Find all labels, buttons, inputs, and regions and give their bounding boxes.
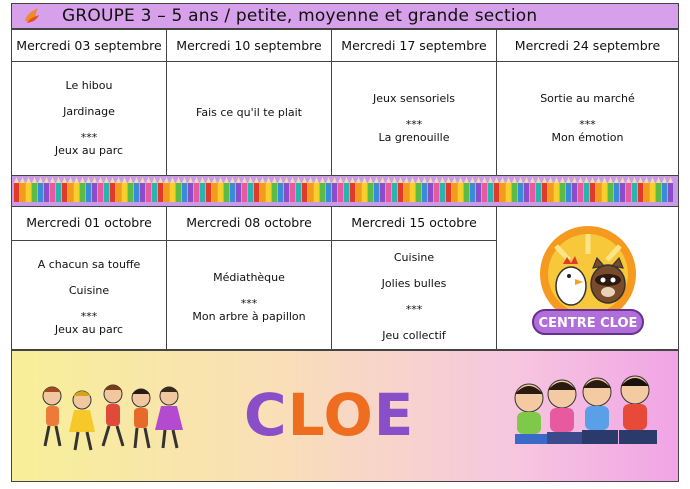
pencil-tip-shape — [446, 177, 451, 183]
activity-line: Jeux au parc — [54, 144, 124, 157]
pencil-tip-shape — [482, 177, 487, 183]
pencil-tip-shape — [260, 177, 265, 183]
pencil-tip-shape — [566, 177, 571, 183]
pencil-shape — [410, 183, 415, 202]
pencil-tip-shape — [608, 177, 613, 183]
wordmark-letter: C — [244, 381, 288, 449]
pencil-shape — [602, 183, 607, 202]
pencil-tip-shape — [284, 177, 289, 183]
pencil-tip-shape — [140, 177, 145, 183]
pencil-tip-shape — [188, 177, 193, 183]
pencil-tip-shape — [272, 177, 277, 183]
pencil-shape — [536, 183, 541, 202]
pencil-tip-shape — [164, 177, 169, 183]
pencil-tip-shape — [110, 177, 115, 183]
pencil-shape — [554, 183, 559, 202]
activity-cell — [167, 62, 332, 175]
pencil-shape — [218, 183, 223, 202]
centre-cloe-logo — [523, 216, 653, 340]
activity-line: Mon émotion — [551, 131, 624, 144]
pencil-shape — [662, 183, 667, 202]
pencil-border-band — [11, 176, 679, 206]
pencil-shape — [380, 183, 385, 202]
pencil-tip-shape — [224, 177, 229, 183]
pencil-tip-shape — [290, 177, 295, 183]
pencil-shape — [464, 183, 469, 202]
pencil-shape — [104, 183, 109, 202]
sitting-kids-illustration — [507, 368, 667, 468]
pencil-shape — [440, 183, 445, 202]
pencil-tip-shape — [44, 177, 49, 183]
activity-separator: *** — [405, 118, 423, 131]
pencil-shape — [26, 183, 31, 202]
pencil-shape — [140, 183, 145, 202]
pencil-tip-shape — [392, 177, 397, 183]
pencil-tip-shape — [326, 177, 331, 183]
pencil-shape — [482, 183, 487, 202]
pencil-shape — [668, 183, 673, 202]
pencil-tip-shape — [596, 177, 601, 183]
pencil-shape — [392, 183, 397, 202]
pencil-shape — [584, 183, 589, 202]
pencil-tip-shape — [560, 177, 565, 183]
pencil-shape — [518, 183, 523, 202]
pencil-shape — [254, 183, 259, 202]
pencil-shape — [506, 183, 511, 202]
pencil-tip-shape — [200, 177, 205, 183]
pencil-tip-shape — [242, 177, 247, 183]
pencil-shape — [644, 183, 649, 202]
pencil-shape — [302, 183, 307, 202]
pencil-tip-shape — [650, 177, 655, 183]
pencil-tip-shape — [380, 177, 385, 183]
pencil-tip-shape — [542, 177, 547, 183]
activity-separator: *** — [579, 118, 596, 131]
pencil-shape — [164, 183, 169, 202]
pencil-tip-shape — [134, 177, 139, 183]
pencil-shape — [494, 183, 499, 202]
pencil-tip-shape — [302, 177, 307, 183]
pencil-tip-shape — [398, 177, 403, 183]
pencil-shape — [98, 183, 103, 202]
activity-line: Fais ce qu'il te plait — [196, 106, 302, 119]
pencil-tip-shape — [338, 177, 343, 183]
pencil-shape — [176, 183, 181, 202]
pencils-illustration — [12, 176, 678, 206]
pencil-tip-shape — [296, 177, 301, 183]
pencil-shape — [224, 183, 229, 202]
dancing-kids-illustration — [37, 384, 187, 454]
pencil-shape — [314, 183, 319, 202]
pencil-shape — [308, 183, 313, 202]
pencil-tip-shape — [356, 177, 361, 183]
activity-cell — [497, 62, 678, 175]
pencil-shape — [374, 183, 379, 202]
pencil-tip-shape — [152, 177, 157, 183]
pencil-shape — [110, 183, 115, 202]
activity-line: La grenouille — [378, 131, 450, 144]
pencil-shape — [260, 183, 265, 202]
pencil-tip-shape — [578, 177, 583, 183]
activity-cell — [12, 62, 167, 175]
pencil-shape — [428, 183, 433, 202]
pencil-tip-shape — [428, 177, 433, 183]
pencil-tip-shape — [494, 177, 499, 183]
wordmark-letter: O — [323, 381, 374, 449]
pencil-tip-shape — [266, 177, 271, 183]
pencil-shape — [74, 183, 79, 202]
page-title: GROUPE 3 – 5 ans / petite, moyenne et grande section — [62, 6, 538, 26]
pencil-shape — [488, 183, 493, 202]
pencil-tip-shape — [374, 177, 379, 183]
pencil-tip-shape — [386, 177, 391, 183]
activity-separator: *** — [80, 131, 98, 144]
pencil-shape — [68, 183, 73, 202]
pencil-tip-shape — [464, 177, 469, 183]
pencil-tip-shape — [536, 177, 541, 183]
pencil-shape — [542, 183, 547, 202]
activity-line: Médiathèque — [213, 271, 285, 284]
pencil-tip-shape — [158, 177, 163, 183]
pencil-tip-shape — [614, 177, 619, 183]
pencil-shape — [362, 183, 367, 202]
pencil-tip-shape — [452, 177, 457, 183]
pencil-shape — [92, 183, 97, 202]
pencil-tip-shape — [56, 177, 61, 183]
pencil-shape — [272, 183, 277, 202]
pencil-tip-shape — [50, 177, 55, 183]
pencil-tip-shape — [68, 177, 73, 183]
pencil-tip-shape — [32, 177, 37, 183]
pencil-shape — [476, 183, 481, 202]
pencil-shape — [530, 183, 535, 202]
pencil-tip-shape — [626, 177, 631, 183]
activity-line: Cuisine — [68, 284, 110, 297]
pencil-tip-shape — [410, 177, 415, 183]
pencil-shape — [188, 183, 193, 202]
pencil-shape — [566, 183, 571, 202]
pencil-shape — [236, 183, 241, 202]
pencil-tip-shape — [572, 177, 577, 183]
pencil-shape — [344, 183, 349, 202]
pencil-tip-shape — [116, 177, 121, 183]
pencil-tip-shape — [350, 177, 355, 183]
pencil-shape — [44, 183, 49, 202]
activity-line: Jeux sensoriels — [372, 92, 456, 105]
pencil-shape — [14, 183, 19, 202]
pencil-shape — [446, 183, 451, 202]
pencil-tip-shape — [254, 177, 259, 183]
pencil-shape — [470, 183, 475, 202]
pencil-shape — [284, 183, 289, 202]
pencil-tip-shape — [548, 177, 553, 183]
pencil-shape — [242, 183, 247, 202]
pencil-shape — [458, 183, 463, 202]
pencil-shape — [548, 183, 553, 202]
pencil-tip-shape — [476, 177, 481, 183]
pencil-tip-shape — [524, 177, 529, 183]
pencil-tip-shape — [620, 177, 625, 183]
wordmark-letter: E — [373, 381, 415, 449]
activity-line: Sortie au marché — [540, 92, 635, 105]
pencil-shape — [230, 183, 235, 202]
pencil-tip-shape — [488, 177, 493, 183]
date-header: Mercredi 08 octobre — [167, 207, 332, 241]
activity-line: Le hibou — [65, 79, 113, 92]
pencil-shape — [152, 183, 157, 202]
pencil-tip-shape — [458, 177, 463, 183]
date-header: Mercredi 01 octobre — [12, 207, 167, 241]
date-header: Mercredi 17 septembre — [332, 30, 497, 62]
activity-line: Jeux au parc — [54, 323, 124, 336]
pencil-tip-shape — [530, 177, 535, 183]
pencil-shape — [206, 183, 211, 202]
pencil-tip-shape — [416, 177, 421, 183]
schedule-row-1 — [11, 29, 679, 176]
pencil-tip-shape — [440, 177, 445, 183]
pencil-tip-shape — [434, 177, 439, 183]
pencil-shape — [182, 183, 187, 202]
pencil-tip-shape — [602, 177, 607, 183]
pencil-shape — [500, 183, 505, 202]
pencil-shape — [266, 183, 271, 202]
pencil-tip-shape — [80, 177, 85, 183]
pencil-shape — [368, 183, 373, 202]
pencil-shape — [62, 183, 67, 202]
wordmark-letter: L — [287, 381, 324, 449]
pencil-tip-shape — [362, 177, 367, 183]
footer-banner — [11, 350, 679, 482]
pencil-shape — [158, 183, 163, 202]
pencil-shape — [398, 183, 403, 202]
pencil-shape — [434, 183, 439, 202]
pencil-shape — [512, 183, 517, 202]
pencil-tip-shape — [404, 177, 409, 183]
pencil-shape — [356, 183, 361, 202]
pencil-shape — [572, 183, 577, 202]
pencil-shape — [404, 183, 409, 202]
pencil-shape — [20, 183, 25, 202]
pencil-tip-shape — [500, 177, 505, 183]
pencil-shape — [116, 183, 121, 202]
pencil-tip-shape — [638, 177, 643, 183]
pencil-tip-shape — [332, 177, 337, 183]
activity-cell — [167, 241, 332, 349]
pencil-tip-shape — [314, 177, 319, 183]
pencil-tip-shape — [662, 177, 667, 183]
activity-line: Mon arbre à papillon — [192, 310, 306, 323]
pencil-shape — [386, 183, 391, 202]
pencil-tip-shape — [122, 177, 127, 183]
pencil-tip-shape — [554, 177, 559, 183]
pencil-shape — [656, 183, 661, 202]
pencil-shape — [80, 183, 85, 202]
pencil-tip-shape — [146, 177, 151, 183]
date-header: Mercredi 15 octobre — [332, 207, 497, 241]
pencil-shape — [524, 183, 529, 202]
pencil-shape — [128, 183, 133, 202]
pencil-shape — [278, 183, 283, 202]
pencil-shape — [212, 183, 217, 202]
pencil-tip-shape — [74, 177, 79, 183]
activity-line: Cuisine — [393, 251, 435, 264]
activity-line: Jardinage — [63, 105, 115, 118]
pencil-tip-shape — [668, 177, 673, 183]
pencil-shape — [200, 183, 205, 202]
pencil-shape — [590, 183, 595, 202]
pencil-tip-shape — [470, 177, 475, 183]
pencil-shape — [632, 183, 637, 202]
pencil-shape — [608, 183, 613, 202]
activity-cell — [332, 241, 497, 349]
pencil-tip-shape — [20, 177, 25, 183]
flame-logo-icon — [21, 5, 43, 27]
pencil-tip-shape — [590, 177, 595, 183]
pencil-tip-shape — [422, 177, 427, 183]
pencil-shape — [194, 183, 199, 202]
pencil-shape — [296, 183, 301, 202]
activity-separator: *** — [240, 297, 258, 310]
activity-line: A chacun sa touffe — [37, 258, 141, 271]
pencil-tip-shape — [632, 177, 637, 183]
pencil-shape — [350, 183, 355, 202]
pencil-tip-shape — [656, 177, 661, 183]
pencil-tip-shape — [176, 177, 181, 183]
pencil-tip-shape — [14, 177, 19, 183]
date-header: Mercredi 10 septembre — [167, 30, 332, 62]
activity-separator: *** — [405, 303, 423, 316]
pencil-shape — [248, 183, 253, 202]
pencil-tip-shape — [518, 177, 523, 183]
pencil-shape — [452, 183, 457, 202]
pencil-tip-shape — [128, 177, 133, 183]
pencil-tip-shape — [182, 177, 187, 183]
pencil-tip-shape — [236, 177, 241, 183]
pencil-shape — [614, 183, 619, 202]
pencil-tip-shape — [320, 177, 325, 183]
logo-text: CENTRE CLOE — [538, 316, 637, 331]
pencil-shape — [620, 183, 625, 202]
pencil-shape — [626, 183, 631, 202]
pencil-shape — [578, 183, 583, 202]
pencil-tip-shape — [26, 177, 31, 183]
pencil-shape — [422, 183, 427, 202]
pencil-shape — [56, 183, 61, 202]
pencil-tip-shape — [584, 177, 589, 183]
pencil-shape — [50, 183, 55, 202]
pencil-tip-shape — [512, 177, 517, 183]
pencil-tip-shape — [92, 177, 97, 183]
date-header: Mercredi 03 septembre — [12, 30, 167, 62]
pencil-tip-shape — [644, 177, 649, 183]
activity-cell — [12, 241, 167, 349]
pencil-tip-shape — [212, 177, 217, 183]
activity-cell — [332, 62, 497, 175]
pencil-shape — [86, 183, 91, 202]
pencil-tip-shape — [170, 177, 175, 183]
pencil-shape — [338, 183, 343, 202]
pencil-tip-shape — [104, 177, 109, 183]
pencil-tip-shape — [248, 177, 253, 183]
activity-line: Jolies bulles — [381, 277, 447, 290]
pencil-shape — [170, 183, 175, 202]
pencil-tip-shape — [278, 177, 283, 183]
pencil-shape — [560, 183, 565, 202]
pencil-shape — [326, 183, 331, 202]
pencil-shape — [638, 183, 643, 202]
pencil-tip-shape — [368, 177, 373, 183]
activity-separator: *** — [80, 310, 98, 323]
pencil-tip-shape — [206, 177, 211, 183]
pencil-shape — [332, 183, 337, 202]
schedule-row-2 — [11, 206, 679, 350]
pencil-tip-shape — [98, 177, 103, 183]
pencil-tip-shape — [218, 177, 223, 183]
pencil-shape — [146, 183, 151, 202]
centre-logo-cell — [497, 207, 678, 349]
pencil-shape — [32, 183, 37, 202]
pencil-tip-shape — [62, 177, 67, 183]
pencil-shape — [290, 183, 295, 202]
activity-line: Jeu collectif — [382, 329, 446, 342]
pencil-tip-shape — [194, 177, 199, 183]
cloe-wordmark — [244, 381, 414, 449]
title-bar — [11, 3, 679, 29]
pencil-shape — [416, 183, 421, 202]
pencil-tip-shape — [38, 177, 43, 183]
pencil-tip-shape — [344, 177, 349, 183]
pencil-shape — [320, 183, 325, 202]
pencil-shape — [650, 183, 655, 202]
date-header: Mercredi 24 septembre — [497, 30, 678, 62]
pencil-tip-shape — [506, 177, 511, 183]
pencil-tip-shape — [230, 177, 235, 183]
pencil-tip-shape — [308, 177, 313, 183]
pencil-shape — [122, 183, 127, 202]
pencil-shape — [596, 183, 601, 202]
pencil-shape — [134, 183, 139, 202]
pencil-shape — [38, 183, 43, 202]
pencil-tip-shape — [86, 177, 91, 183]
